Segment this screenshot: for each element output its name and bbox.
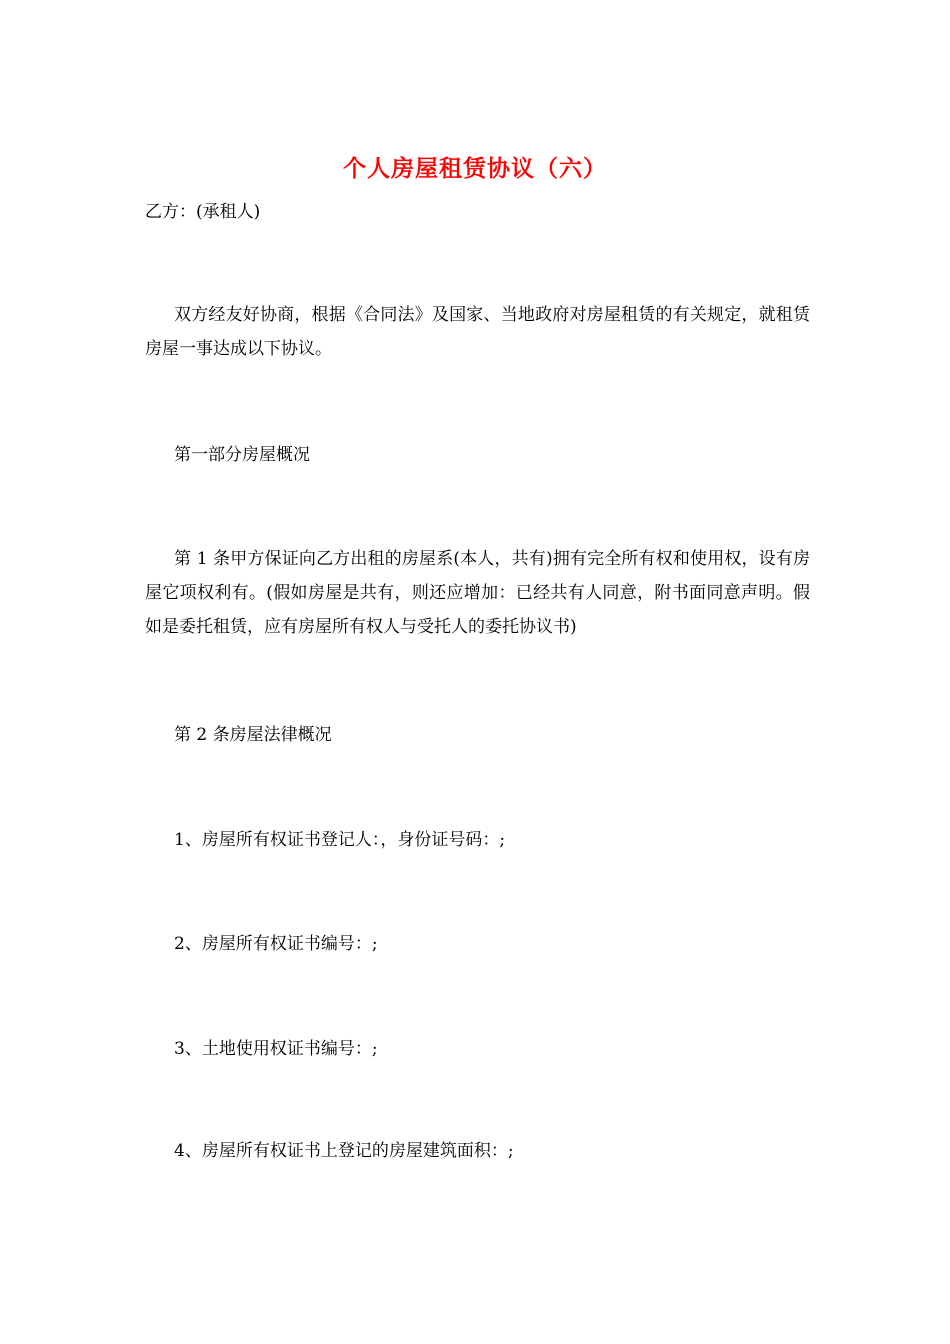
article1-paragraph: 第 1 条甲方保证向乙方出租的房屋系(本人，共有)拥有完全所有权和使用权，设有房屋它项权利有。(假如房屋是共有，则还应增加：已经共有人同意，附书面同意声明。假如是委托租赁，应有房屋所有权人与受托人的委托协议书) (145, 549, 810, 637)
document-title: 个人房屋租赁协议（六） (343, 155, 607, 182)
intro-paragraph: 双方经友好协商，根据《合同法》及国家、当地政府对房屋租赁的有关规定，就租赁房屋一事达成以下协议。 (145, 305, 810, 359)
list-item: 1、房屋所有权证书登记人：，身份证号码：; (174, 830, 506, 850)
party-b-line: 乙方：(承租人) (145, 202, 261, 222)
list-item: 4、房屋所有权证书上登记的房屋建筑面积：; (174, 1141, 514, 1161)
article2-heading: 第 2 条房屋法律概况 (174, 725, 332, 745)
list-item: 3、土地使用权证书编号：; (174, 1039, 378, 1059)
part1-heading: 第一部分房屋概况 (174, 445, 310, 465)
list-item: 2、房屋所有权证书编号：; (174, 934, 378, 954)
